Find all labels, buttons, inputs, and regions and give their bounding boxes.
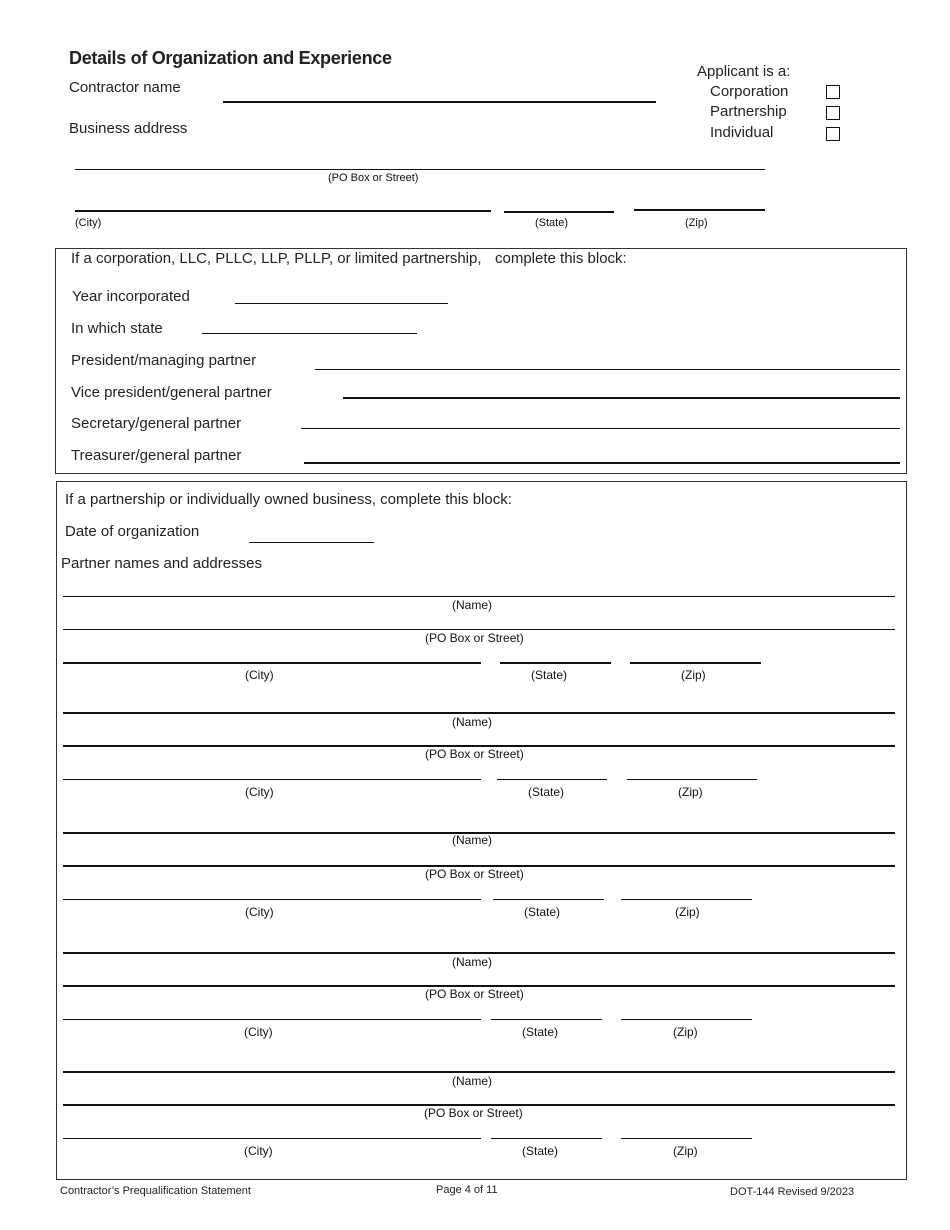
partner-1-name-field[interactable] (63, 596, 895, 597)
corporation-block-heading: If a corporation, LLC, PLLC, LLP, PLLP, or limited partnership, (71, 250, 482, 267)
business-zip-field[interactable] (634, 209, 765, 211)
secretary-label: Secretary/general partner (71, 415, 242, 432)
partner-5-zip-field[interactable] (621, 1138, 752, 1139)
state-incorporated-label: In which state (71, 320, 163, 337)
partner-4-state-caption: (State) (522, 1025, 559, 1039)
corporation-checkbox[interactable] (826, 85, 840, 99)
state-incorporated-field[interactable] (202, 333, 417, 334)
partner-1-street-field[interactable] (63, 629, 895, 630)
partner-1-state-caption: (State) (531, 668, 568, 682)
corporation-block-heading-tail: complete this block: (495, 250, 627, 267)
partner-5-zip-caption: (Zip) (673, 1144, 698, 1158)
partner-1-state-field[interactable] (500, 662, 611, 664)
partner-3-street-caption: (PO Box or Street) (425, 867, 524, 881)
partner-3-city-caption: (City) (245, 905, 274, 919)
business-city-field[interactable] (75, 210, 491, 212)
page-title: Details of Organization and Experience (69, 48, 392, 68)
individual-option-label: Individual (710, 124, 774, 141)
contractor-name-field[interactable] (223, 101, 656, 103)
partner-5-name-field[interactable] (63, 1071, 895, 1073)
partnership-block-heading: If a partnership or individually owned business, complete this block: (65, 491, 512, 508)
contractor-name-label: Contractor name (69, 79, 181, 96)
vice-president-field[interactable] (343, 397, 900, 399)
treasurer-field[interactable] (304, 462, 900, 464)
date-of-organization-field[interactable] (249, 542, 374, 543)
partner-5-state-caption: (State) (522, 1144, 559, 1158)
partner-3-state-field[interactable] (493, 899, 604, 900)
partner-3-name-caption: (Name) (452, 833, 493, 847)
partnership-checkbox[interactable] (826, 106, 840, 120)
partner-2-name-field[interactable] (63, 712, 895, 714)
president-field[interactable] (315, 369, 900, 370)
partner-4-zip-field[interactable] (621, 1019, 752, 1020)
partner-1-zip-field[interactable] (630, 662, 761, 664)
partner-5-city-caption: (City) (244, 1144, 273, 1158)
partner-2-zip-field[interactable] (627, 779, 757, 780)
partner-2-state-field[interactable] (497, 779, 607, 780)
partner-5-name-caption: (Name) (452, 1074, 493, 1088)
treasurer-label: Treasurer/general partner (71, 447, 242, 464)
partnership-option-label: Partnership (710, 103, 787, 120)
partner-1-zip-caption: (Zip) (681, 668, 706, 682)
partner-2-zip-caption: (Zip) (678, 785, 703, 799)
street-caption: (PO Box or Street) (328, 172, 419, 184)
business-address-label: Business address (69, 120, 188, 137)
partner-4-name-field[interactable] (63, 952, 895, 954)
partner-2-name-caption: (Name) (452, 715, 493, 729)
partner-4-zip-caption: (Zip) (673, 1025, 698, 1039)
footer-document-title: Contractor’s Prequalification Statement (60, 1185, 251, 1197)
state-caption: (State) (535, 217, 569, 229)
business-state-field[interactable] (504, 211, 614, 213)
year-incorporated-field[interactable] (235, 303, 448, 304)
zip-caption: (Zip) (685, 217, 708, 229)
corporation-option-label: Corporation (710, 83, 789, 100)
business-street-field[interactable] (75, 169, 765, 170)
partner-5-city-field[interactable] (63, 1138, 481, 1139)
partner-1-city-field[interactable] (63, 662, 481, 664)
partner-5-state-field[interactable] (491, 1138, 602, 1139)
date-of-organization-label: Date of organization (65, 523, 200, 540)
footer-page-number: Page 4 of 11 (436, 1184, 498, 1196)
partner-1-name-caption: (Name) (452, 598, 493, 612)
partner-2-city-field[interactable] (63, 779, 481, 780)
partner-4-name-caption: (Name) (452, 955, 493, 969)
applicant-type-label: Applicant is a: (697, 63, 791, 80)
partner-5-street-caption: (PO Box or Street) (424, 1106, 523, 1120)
individual-checkbox[interactable] (826, 127, 840, 141)
partner-2-city-caption: (City) (245, 785, 274, 799)
footer-form-revision: DOT-144 Revised 9/2023 (730, 1186, 855, 1198)
partner-4-state-field[interactable] (491, 1019, 602, 1020)
year-incorporated-label: Year incorporated (72, 288, 190, 305)
vice-president-label: Vice president/general partner (71, 384, 272, 401)
partner-3-city-field[interactable] (63, 899, 481, 900)
partner-4-city-field[interactable] (63, 1019, 481, 1020)
secretary-field[interactable] (301, 428, 900, 429)
partner-1-city-caption: (City) (245, 668, 274, 682)
partner-names-label: Partner names and addresses (61, 555, 262, 572)
partner-3-state-caption: (State) (524, 905, 561, 919)
partner-3-zip-field[interactable] (621, 899, 752, 900)
partner-1-street-caption: (PO Box or Street) (425, 631, 524, 645)
partner-2-street-caption: (PO Box or Street) (425, 747, 524, 761)
president-label: President/managing partner (71, 352, 257, 369)
partner-3-zip-caption: (Zip) (675, 905, 700, 919)
partner-2-state-caption: (State) (528, 785, 565, 799)
partner-4-street-caption: (PO Box or Street) (425, 987, 524, 1001)
city-caption: (City) (75, 217, 102, 229)
partner-4-city-caption: (City) (244, 1025, 273, 1039)
